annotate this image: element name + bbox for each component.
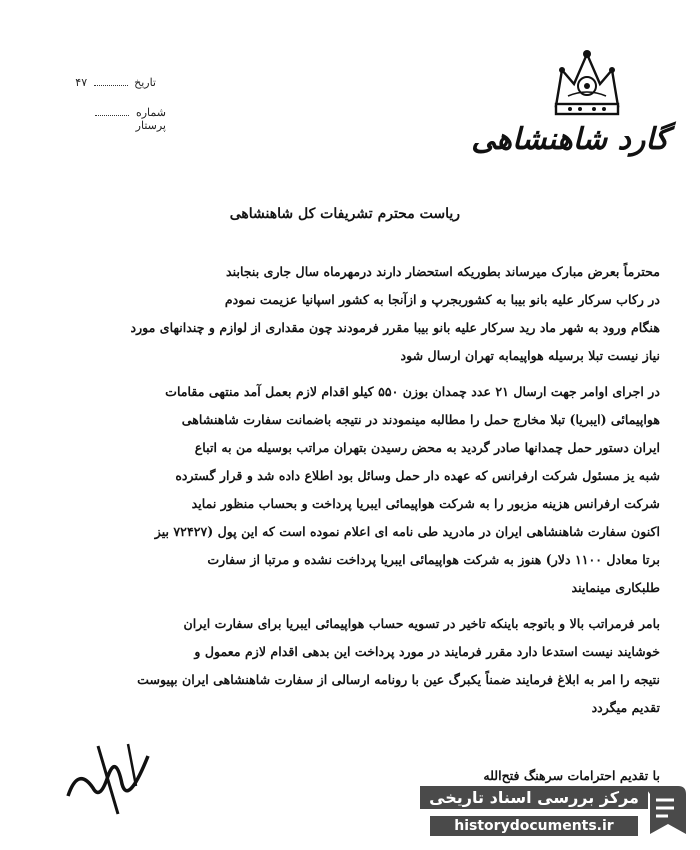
- number-field: [66, 106, 166, 132]
- org-title: گارد شاهنشاهی: [471, 122, 669, 157]
- body-line: اکنون سفارت شاهنشاهی ایران در مادرید طی نامه ای اعلام نموده است که این پول (۷۲۴۲۷ بیز: [154, 524, 660, 539]
- addressee-line: ریاست محترم تشریفات کل شاهنشاهی: [229, 206, 460, 222]
- body-line: خوشایند نیست استدعا دارد مقرر فرمایند در مورد پرداخت این بدهی اقدام لازم معمول و: [194, 644, 660, 659]
- body-line: بامر فرمراتب بالا و باتوجه باینکه تاخیر در تسویه حساب هواپیمائی ایبریا برای سفارت ایران: [183, 616, 660, 631]
- letter-body: [60, 258, 660, 722]
- body-line: در رکاب سرکار علیه بانو بیبا به کشوربجرپ و ازآنجا به کشور اسپانیا عزیمت نمودم: [224, 292, 660, 307]
- date-value: ۴۷: [75, 76, 88, 89]
- body-line: برتا معادل ۱۱۰۰ دلار) هنوز به شرکت هواپیمائی ایبریا پرداخت نشده و مرتبا از سفارت: [207, 552, 660, 567]
- body-line: نتیجه را امر به ابلاغ فرمایند ضمناً یکبرگ عین با رونامه ارسالی از سفارت شاهنشاهی ایران بپیوست: [137, 672, 660, 687]
- body-line: شبه یز مسئول شرکت ارفرانس که عهده دار حمل وسائل بود اطلاع داده شد و قرار گسترده: [175, 468, 660, 483]
- body-line: نیاز نیست تبلا برسیله هواپیمابه تهران ارسال شود: [400, 348, 660, 363]
- date-line: [94, 85, 128, 86]
- body-line: هنگام ورود به شهر ماد رید سرکار علیه بانو بیبا مقرر فرمودند چون مقداری از لوازم و چندانهای مورد: [130, 320, 660, 335]
- watermark-url: historydocuments.ir: [430, 816, 638, 836]
- body-line: در اجرای اوامر جهت ارسال ۲۱ عدد چمدان بوزن ۵۵۰ کیلو اقدام لازم بعمل آمد منتهی مقامات: [165, 384, 660, 399]
- number-label: شماره: [135, 106, 166, 119]
- paragraph-gap: [60, 370, 660, 378]
- body-line: تقدیم میگردد: [591, 700, 660, 715]
- body-line: طلبکاری مینمایند: [571, 580, 660, 595]
- date-field: [66, 76, 156, 89]
- body-line: شرکت ارفرانس هزینه مزبور را به شرکت هواپیمائی ایبریا پرداخت و بحساب منظور نماید: [191, 496, 660, 511]
- body-line: هواپیمائی (ایبریا) تبلا مخارج حمل را مطالبه مینمودند در نتیجه باضمانت سفارت شاهنشاهی: [181, 412, 660, 427]
- watermark-title: مرکز بررسی اسناد تاریخی: [420, 786, 648, 809]
- body-line: محترماً بعرض مبارک میرساند بطوریکه استحضار دارند درمهرماه سال جاری بنجابند: [226, 264, 660, 279]
- paragraph-gap: [60, 602, 660, 610]
- number-value: پرستار: [135, 119, 166, 132]
- crown-emblem-icon: [548, 46, 626, 120]
- signature-mark: [58, 726, 168, 816]
- number-line: [95, 115, 129, 116]
- body-line: ایران دستور حمل چمدانها صادر گردید به محض رسیدن بتهران مراتب بوسیله من به اتباع: [194, 440, 660, 455]
- date-label: تاریخ: [134, 76, 156, 89]
- closing-line: با تقدیم احترامات سرهنگ فتح‌الله: [483, 768, 660, 783]
